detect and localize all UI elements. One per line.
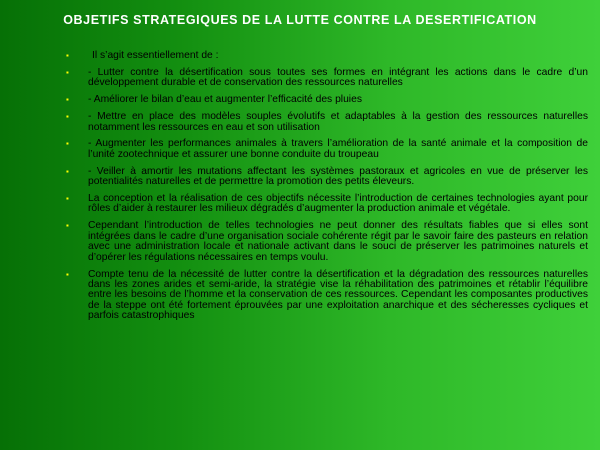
bullet-item [66, 194, 588, 215]
bullet-item [66, 167, 588, 188]
slide-title: OBJETIFS STRATEGIQUES DE LA LUTTE CONTRE LA DESERTIFICATION [63, 13, 537, 27]
square-bullet-icon: ▪ [66, 67, 69, 77]
bullet-text: - Veiller à amortir les mutations affectant les systèmes pastoraux et agricoles en vue de préserver les potentialités naturelles et de permettre la promotion des petits éleveurs. [88, 165, 588, 188]
bullet-item [66, 51, 588, 61]
square-bullet-icon: ▪ [66, 112, 69, 122]
square-bullet-icon: ▪ [66, 221, 69, 231]
bullet-item [66, 221, 588, 263]
bullet-item [66, 270, 588, 322]
bullet-list [66, 51, 588, 328]
square-bullet-icon: ▪ [66, 51, 69, 60]
bullet-text: - Lutter contre la désertification sous toutes ses formes en intégrant les actions dans le cadre d’un développement durable et de conservation des ressources naturelles [88, 66, 588, 89]
bullet-text: - Mettre en place des modèles souples évolutifs et adaptables à la gestion des ressources naturelles notamment les ressources en eau et son utilisation [88, 111, 588, 133]
square-bullet-icon: ▪ [66, 139, 69, 149]
square-bullet-icon: ▪ [66, 166, 69, 176]
square-bullet-icon: ▪ [66, 269, 69, 279]
bullet-text: Il s’agit essentiellement de : [92, 50, 219, 61]
square-bullet-icon: ▪ [66, 95, 69, 105]
bullet-item [66, 112, 588, 133]
bullet-text: Compte tenu de la nécessité de lutter contre la désertification et la dégradation des ressources naturelles dans les zones arides et semi-aride, la stratégie vise la réhabilitation des patrimoines et rétablir l’équilibre entre les besoins de l’homme et la conservation de ces ressources. Cependant les composantes productives de la steppe ont été fortement éprouvées par une exploitation anarchique et des sécheresses cycliques et parfois catastrophiques [88, 268, 588, 322]
square-bullet-icon: ▪ [66, 194, 69, 204]
bullet-text: Cependant l’introduction de telles technologies ne peut donner des résultats fiables que si elles sont intégrées dans le cadre d’une organisation sociale cohérente régit par le savoir faire des pasteurs en relation avec une administration locale et nationale activant dans le souci de préserver les patrimoines naturels et d’opérer les régulations nécessaires en temps voulu. [88, 220, 588, 263]
bullet-text: La conception et la réalisation de ces objectifs nécessite l’introduction de certaines technologies ayant pour rôles d’aider à restaurer les milieux dégradés d’augmenter la production animale et végétale. [88, 193, 588, 215]
bullet-text: - Augmenter les performances animales à travers l’amélioration de la santé animale et la composition de l’unité zootechnique et assurer une bonne conduite du troupeau [88, 138, 588, 160]
bullet-text: - Améliorer le bilan d’eau et augmenter l’efficacité des pluies [88, 94, 362, 106]
bullet-item [66, 95, 588, 105]
bullet-item [66, 68, 588, 89]
bullet-item [66, 139, 588, 160]
